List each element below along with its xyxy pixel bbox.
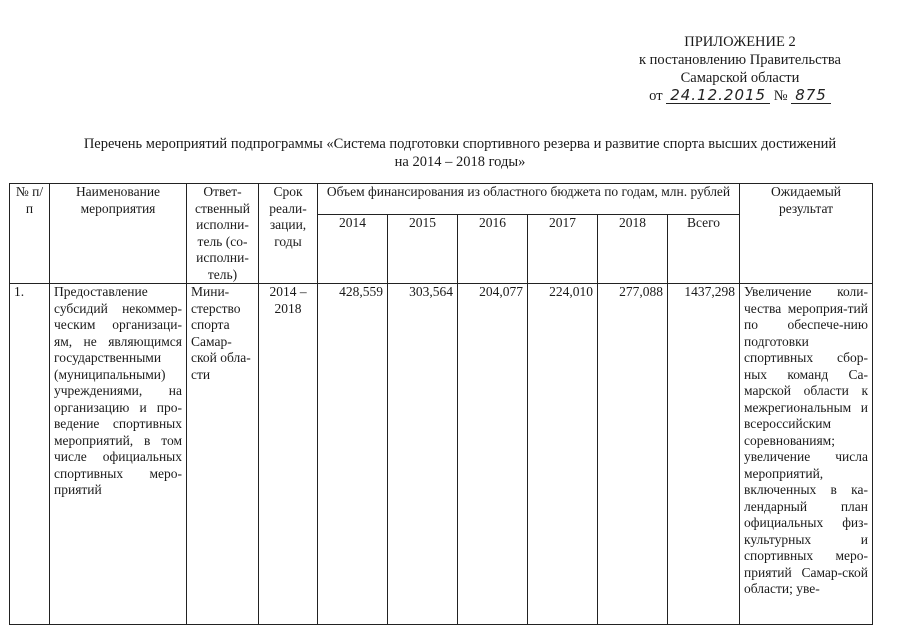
table-row [10, 284, 873, 625]
header-year-2014: 2014 [318, 215, 388, 284]
header-executor: Ответ-ственный исполни-тель (со-исполни-тель) [187, 184, 259, 284]
header-term: Срок реали-зации, годы [259, 184, 318, 284]
header-year-2015: 2015 [388, 215, 458, 284]
document-title [30, 135, 890, 171]
number-prefix: № [773, 88, 788, 104]
appendix-block [600, 33, 880, 105]
row-name: Предоставление субсидий некоммер-ческим организаци-ям, не являющимся государственными (муниципальными) учреждениями, на организацию и про-ведение спортивных мероприятий, в том числе официальных спортивных меро-приятий [50, 284, 187, 625]
row-value-2014: 428,559 [318, 284, 388, 625]
header-total: Всего [668, 215, 740, 284]
header-year-2018: 2018 [598, 215, 668, 284]
measures-table [9, 183, 873, 625]
row-value-2015: 303,564 [388, 284, 458, 625]
row-result: Увеличение коли-чества мероприя-тий по обеспече-нию подготовки спортивных сбор-ных команд Са-марской области к межрегиональным и всероссийским соревнованиям; увеличение числа мероприятий, включенных в ка-лендарный план официальных физ-культурных и спортивных меро-приятий Самар-ской области; уве- [740, 284, 873, 625]
date-value: 24.12.2015 [666, 88, 770, 104]
header-name: Наименование мероприятия [50, 184, 187, 284]
row-value-total: 1437,298 [668, 284, 740, 625]
date-prefix: от [649, 88, 663, 104]
header-result: Ожидаемый результат [740, 184, 873, 284]
document-title-line-2: на 2014 – 2018 годы» [394, 154, 526, 170]
row-num: 1. [10, 284, 50, 625]
row-value-2017: 224,010 [528, 284, 598, 625]
appendix-date-line [600, 87, 880, 105]
number-value: 875 [791, 88, 831, 104]
appendix-line-1: к постановлению Правительства [639, 52, 841, 68]
header-year-2016: 2016 [458, 215, 528, 284]
document-title-line-1: Перечень мероприятий подпрограммы «Система подготовки спортивного резерва и развитие спорта высших достижений [83, 136, 837, 152]
row-value-2016: 204,077 [458, 284, 528, 625]
header-year-2017: 2017 [528, 215, 598, 284]
row-value-2018: 277,088 [598, 284, 668, 625]
row-executor: Мини-стерство спорта Самар-ской обла-сти [187, 284, 259, 625]
table-header-row [10, 184, 873, 215]
header-funding: Объем финансирования из областного бюджета по годам, млн. рублей [318, 184, 740, 215]
appendix-line-2: Самарской области [680, 70, 800, 86]
header-num: № п/п [10, 184, 50, 284]
row-term: 2014 – 2018 [259, 284, 318, 625]
appendix-title: ПРИЛОЖЕНИЕ 2 [684, 34, 796, 50]
